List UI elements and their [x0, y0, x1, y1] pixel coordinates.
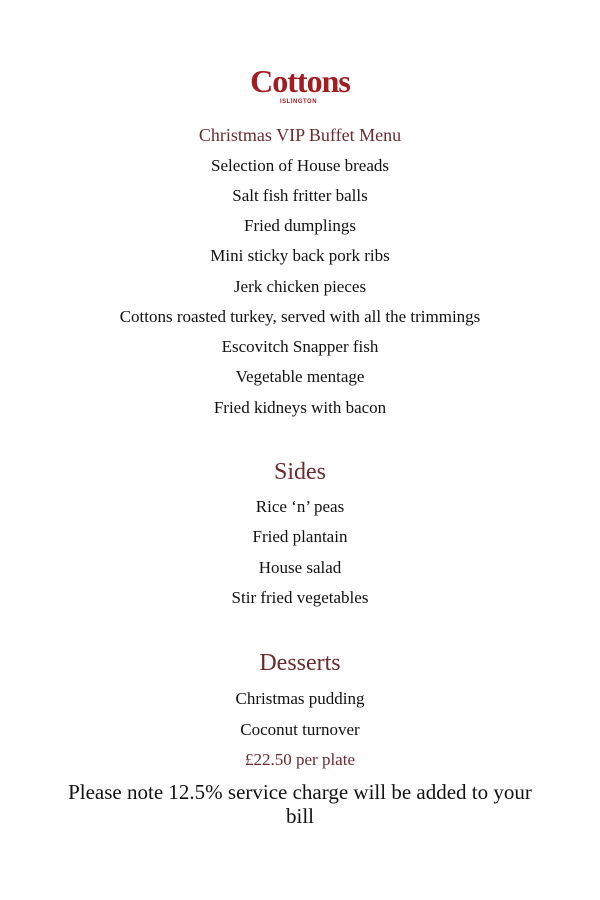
- service-charge-note: Please note 12.5% service charge will be added to your bill: [68, 780, 532, 828]
- side-item: Rice ‘n’ peas: [255, 497, 345, 516]
- sides-heading: Sides: [273, 459, 326, 485]
- menu-item: Fried kidneys with bacon: [213, 398, 387, 417]
- side-item: Fried plantain: [252, 527, 348, 546]
- desserts-heading: Desserts: [259, 650, 341, 676]
- menu-item: Cottons roasted turkey, served with all the trimmings: [119, 307, 481, 326]
- menu-item: Escovitch Snapper fish: [221, 337, 379, 356]
- menu-title: Christmas VIP Buffet Menu: [198, 125, 402, 145]
- side-item: House salad: [258, 558, 342, 577]
- dessert-item: Christmas pudding: [235, 689, 365, 708]
- side-item: Stir fried vegetables: [231, 588, 369, 607]
- menu-item: Vegetable mentage: [235, 367, 365, 386]
- logo-wordmark: Cottons: [250, 63, 350, 99]
- logo-subtitle: ISLINGTON: [280, 99, 318, 105]
- menu-item: Mini sticky back pork ribs: [210, 246, 390, 265]
- menu-item: Salt fish fritter balls: [232, 186, 368, 205]
- cottons-logo: [250, 64, 350, 112]
- menu-item: Selection of House breads: [211, 156, 389, 175]
- dessert-item: Coconut turnover: [240, 720, 360, 739]
- menu-item: Jerk chicken pieces: [233, 277, 367, 296]
- menu-item: Fried dumplings: [244, 216, 356, 235]
- price-per-plate: £22.50 per plate: [245, 750, 355, 769]
